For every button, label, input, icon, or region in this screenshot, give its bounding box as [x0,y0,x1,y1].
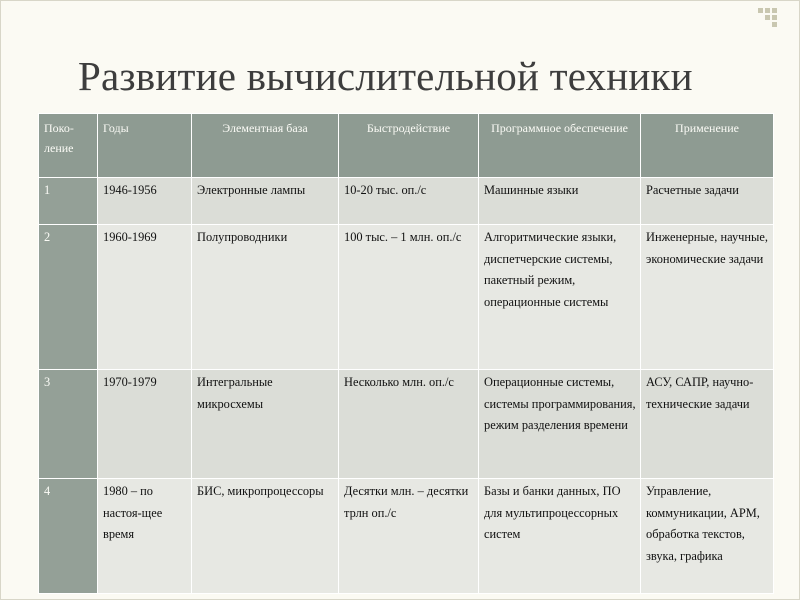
table-row [39,178,774,225]
header-speed: Быстродействие [339,114,479,178]
years-cell: 1960-1969 [98,225,192,370]
application-cell: Управление, коммуникации, АРМ, обработка текстов, звука, графика [641,479,774,594]
table-header-row [39,114,774,178]
table-row [39,479,774,594]
speed-cell: 10-20 тыс. оп./с [339,178,479,225]
application-cell: Инженерные, научные, экономические задачи [641,225,774,370]
generation-cell: 2 [39,225,98,370]
header-element-base: Элементная база [192,114,339,178]
header-software: Программное обеспечение [479,114,641,178]
generation-cell: 1 [39,178,98,225]
software-cell: Операционные системы, системы программирования, режим разделения времени [479,370,641,479]
header-generation: Поко- ление [39,114,98,178]
decorative-corner-icon [756,6,778,28]
application-cell: Расчетные задачи [641,178,774,225]
generations-table [38,113,774,594]
slide-title: Развитие вычислительной техники [78,53,693,99]
generation-cell: 3 [39,370,98,479]
table-row [39,370,774,479]
header-application: Применение [641,114,774,178]
element-base-cell: БИС, микропроцессоры [192,479,339,594]
software-cell: Базы и банки данных, ПО для мультипроцессорных систем [479,479,641,594]
years-cell: 1946-1956 [98,178,192,225]
element-base-cell: Полупроводники [192,225,339,370]
table-row [39,225,774,370]
header-years: Годы [98,114,192,178]
years-cell: 1970-1979 [98,370,192,479]
software-cell: Алгоритмические языки, диспетчерские системы, пакетный режим, операционные системы [479,225,641,370]
application-cell: АСУ, САПР, научно-технические задачи [641,370,774,479]
generation-cell: 4 [39,479,98,594]
speed-cell: Несколько млн. оп./с [339,370,479,479]
element-base-cell: Электронные лампы [192,178,339,225]
software-cell: Машинные языки [479,178,641,225]
element-base-cell: Интегральные микросхемы [192,370,339,479]
speed-cell: 100 тыс. – 1 млн. оп./с [339,225,479,370]
years-cell: 1980 – по настоя-щее время [98,479,192,594]
speed-cell: Десятки млн. – десятки трлн оп./с [339,479,479,594]
